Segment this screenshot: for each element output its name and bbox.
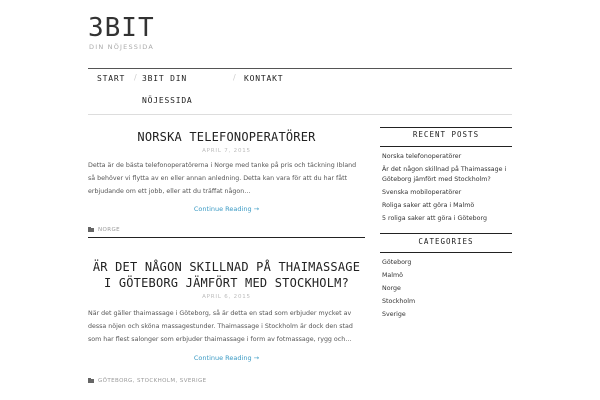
- site-description: DIN NÖJESSIDA: [89, 43, 154, 51]
- category-link[interactable]: Norge: [382, 285, 401, 292]
- widget-title-categories: CATEGORIES: [418, 237, 474, 246]
- widget-top-border: [380, 127, 512, 128]
- category-link[interactable]: Stockholm: [382, 298, 416, 305]
- site-title[interactable]: 3BIT: [88, 13, 155, 43]
- folder-icon: [88, 228, 94, 232]
- post-date[interactable]: APRIL 7, 2015: [202, 148, 251, 154]
- post-article: [88, 129, 365, 238]
- post-excerpt: Detta är de bästa telefonoperatörerna i Norge med tanke på pris och täckning Ibland så behöver vi flytta av en eller annan anledning. Detta kan vara för att du har fått erbjudande om ett jobb, eller att du träffat någon…: [88, 162, 357, 195]
- folder-icon: [88, 379, 94, 383]
- main-content: [88, 116, 365, 384]
- post-categories[interactable]: GÖTEBORG, STOCKHOLM, SVERIGE: [98, 378, 207, 384]
- nav-bottom-border: [88, 114, 512, 115]
- post-categories[interactable]: NORGE: [98, 227, 121, 233]
- recent-post-link[interactable]: 5 roliga saker att göra i Göteborg: [382, 215, 487, 222]
- post-excerpt: När det gäller thaimassage i Göteborg, så är detta en stad som erbjuder mycket av dessa nöjen och sköna massagestunder. Thaimassage i Stockholm är dock den stad som har flest salonger som erbjuder thaimassage i form av fotmassage, rygg och…: [88, 310, 353, 343]
- recent-post-link[interactable]: Är det någon skillnad på Thaimassage i Göteborg jämfört med Stockholm?: [382, 166, 507, 183]
- nav-top-border: [88, 68, 512, 69]
- recent-post-link[interactable]: Norska telefonoperatörer: [382, 153, 462, 160]
- widget-title-recent-posts: RECENT POSTS: [412, 130, 480, 139]
- post-meta: [88, 378, 365, 384]
- post-meta: [88, 227, 365, 233]
- post-title[interactable]: ÄR DET NÅGON SKILLNAD PÅ THAIMASSAGE I GÖTEBORG JÄMFÖRT MED STOCKHOLM?: [92, 260, 361, 290]
- post-title[interactable]: NORSKA TELEFONOPERATÖRER: [137, 130, 316, 144]
- category-link[interactable]: Sverige: [382, 311, 406, 318]
- recent-posts-list: [382, 152, 512, 224]
- categories-list: [382, 258, 512, 320]
- nav-item-start[interactable]: START: [97, 74, 126, 83]
- nav-item-3bit-din-line2[interactable]: NÖJESSIDA: [142, 96, 193, 105]
- category-link[interactable]: Malmö: [382, 272, 404, 279]
- nav-item-kontakt[interactable]: KONTAKT: [244, 74, 284, 83]
- widget-title-border: [380, 146, 512, 147]
- nav-item-3bit-din[interactable]: 3BIT DIN: [142, 74, 187, 83]
- continue-reading-link[interactable]: Continue Reading →: [193, 205, 260, 213]
- category-link[interactable]: Göteborg: [382, 259, 412, 266]
- continue-reading-link[interactable]: Continue Reading →: [193, 354, 260, 362]
- nav-separator: /: [233, 73, 236, 82]
- post-divider: [88, 237, 365, 238]
- recent-post-link[interactable]: Svenska mobiloperatörer: [382, 189, 462, 196]
- nav-separator: /: [134, 73, 137, 82]
- recent-post-link[interactable]: Roliga saker att göra i Malmö: [382, 202, 475, 209]
- widget-top-border: [380, 233, 512, 234]
- widget-title-border: [380, 252, 512, 253]
- post-article: [88, 259, 365, 384]
- post-date[interactable]: APRIL 6, 2015: [202, 294, 251, 300]
